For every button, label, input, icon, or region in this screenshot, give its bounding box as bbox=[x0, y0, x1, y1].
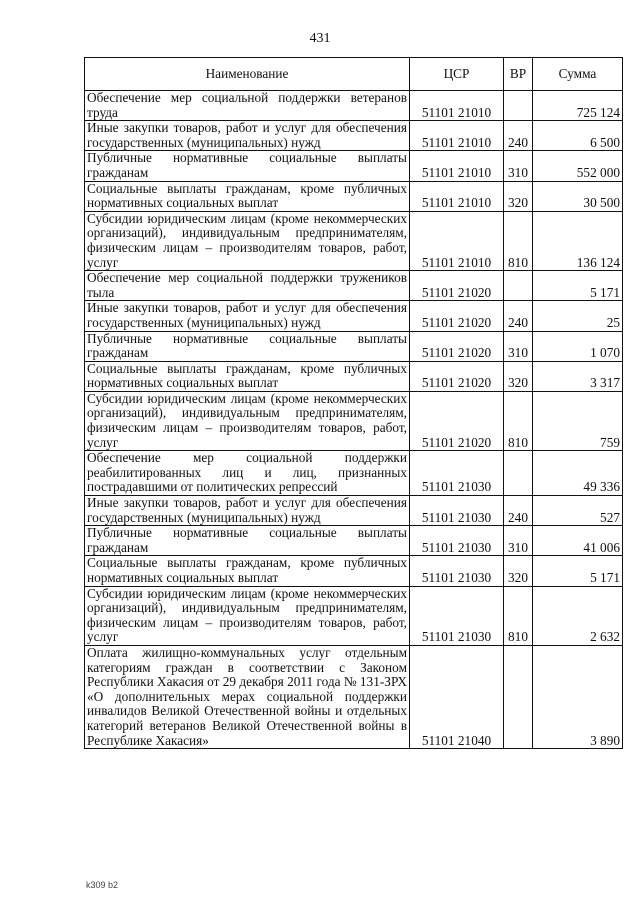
row-vr-cell: 810 bbox=[504, 586, 533, 645]
row-name-cell: Социальные выплаты гражданам, кроме публичных нормативных социальных выплат bbox=[85, 361, 410, 391]
row-csr-cell: 51101 21010 bbox=[410, 91, 504, 121]
row-csr-cell: 51101 21020 bbox=[410, 331, 504, 361]
table-row bbox=[85, 496, 623, 526]
row-name-cell: Публичные нормативные социальные выплаты гражданам bbox=[85, 331, 410, 361]
row-name-cell: Оплата жилищно-коммунальных услуг отдельным категориям граждан в соответствии с Законом Республики Хакасия от 29 декабря 2011 года № 131-ЗРХ «О дополнительных мерах социальной поддержки инвалидов Великой Отечественной войны и отдельных категорий ветеранов Великой Отечественной войны в Республике Хакасия» bbox=[85, 645, 410, 748]
row-vr-cell: 810 bbox=[504, 211, 533, 270]
table-row bbox=[85, 331, 623, 361]
row-sum-cell: 6 500 bbox=[533, 121, 623, 151]
row-csr-cell: 51101 21030 bbox=[410, 526, 504, 556]
header-sum: Сумма bbox=[533, 58, 623, 91]
row-sum-cell: 1 070 bbox=[533, 331, 623, 361]
row-sum-cell: 136 124 bbox=[533, 211, 623, 270]
row-csr-cell: 51101 21010 bbox=[410, 181, 504, 211]
header-name: Наименование bbox=[85, 58, 410, 91]
row-sum-cell: 5 171 bbox=[533, 556, 623, 586]
row-vr-cell: 320 bbox=[504, 556, 533, 586]
table-row bbox=[85, 526, 623, 556]
row-name-cell: Публичные нормативные социальные выплаты гражданам bbox=[85, 151, 410, 181]
row-sum-cell: 30 500 bbox=[533, 181, 623, 211]
row-sum-cell: 5 171 bbox=[533, 271, 623, 301]
row-sum-cell: 759 bbox=[533, 391, 623, 450]
row-sum-cell: 41 006 bbox=[533, 526, 623, 556]
table-body bbox=[85, 91, 623, 749]
table-row bbox=[85, 451, 623, 496]
page-number: 431 bbox=[309, 31, 331, 46]
row-name-cell: Обеспечение мер социальной поддержки ветеранов труда bbox=[85, 91, 410, 121]
row-csr-cell: 51101 21030 bbox=[410, 556, 504, 586]
row-vr-cell bbox=[504, 271, 533, 301]
budget-table bbox=[84, 57, 623, 749]
row-csr-cell: 51101 21020 bbox=[410, 361, 504, 391]
table-row bbox=[85, 211, 623, 270]
table-row bbox=[85, 91, 623, 121]
footer-code: k309 b2 bbox=[86, 880, 119, 890]
row-csr-cell: 51101 21010 bbox=[410, 151, 504, 181]
table-row bbox=[85, 121, 623, 151]
row-name-cell: Обеспечение мер социальной поддержки тружеников тыла bbox=[85, 271, 410, 301]
row-vr-cell: 240 bbox=[504, 121, 533, 151]
row-sum-cell: 3 890 bbox=[533, 645, 623, 748]
row-csr-cell: 51101 21010 bbox=[410, 121, 504, 151]
table-row bbox=[85, 271, 623, 301]
row-name-cell: Иные закупки товаров, работ и услуг для обеспечения государственных (муниципальных) нужд bbox=[85, 121, 410, 151]
row-csr-cell: 51101 21030 bbox=[410, 586, 504, 645]
row-sum-cell: 552 000 bbox=[533, 151, 623, 181]
table-row bbox=[85, 645, 623, 748]
row-csr-cell: 51101 21020 bbox=[410, 271, 504, 301]
row-sum-cell: 49 336 bbox=[533, 451, 623, 496]
row-vr-cell bbox=[504, 645, 533, 748]
row-vr-cell bbox=[504, 91, 533, 121]
row-name-cell: Социальные выплаты гражданам, кроме публичных нормативных социальных выплат bbox=[85, 556, 410, 586]
table-row bbox=[85, 151, 623, 181]
row-sum-cell: 25 bbox=[533, 301, 623, 331]
row-name-cell: Публичные нормативные социальные выплаты гражданам bbox=[85, 526, 410, 556]
row-vr-cell: 310 bbox=[504, 331, 533, 361]
row-csr-cell: 51101 21020 bbox=[410, 391, 504, 450]
row-vr-cell: 240 bbox=[504, 301, 533, 331]
row-name-cell: Субсидии юридическим лицам (кроме некоммерческих организаций), индивидуальным предпринимателям, физическим лицам – производителям товаров, работ, услуг bbox=[85, 211, 410, 270]
row-vr-cell: 310 bbox=[504, 526, 533, 556]
row-vr-cell bbox=[504, 451, 533, 496]
row-sum-cell: 527 bbox=[533, 496, 623, 526]
row-csr-cell: 51101 21040 bbox=[410, 645, 504, 748]
table-header-row bbox=[85, 58, 623, 91]
row-name-cell: Субсидии юридическим лицам (кроме некоммерческих организаций), индивидуальным предпринимателям, физическим лицам – производителям товаров, работ, услуг bbox=[85, 586, 410, 645]
table-row bbox=[85, 301, 623, 331]
row-csr-cell: 51101 21020 bbox=[410, 301, 504, 331]
row-vr-cell: 320 bbox=[504, 181, 533, 211]
table-row bbox=[85, 181, 623, 211]
header-vr: ВР bbox=[504, 58, 533, 91]
row-csr-cell: 51101 21030 bbox=[410, 451, 504, 496]
row-vr-cell: 240 bbox=[504, 496, 533, 526]
table-row bbox=[85, 361, 623, 391]
table-row bbox=[85, 391, 623, 450]
row-vr-cell: 310 bbox=[504, 151, 533, 181]
row-name-cell: Обеспечение мер социальной поддержки реабилитированных лиц и лиц, признанных пострадавшими от политических репрессий bbox=[85, 451, 410, 496]
table-row bbox=[85, 586, 623, 645]
row-sum-cell: 2 632 bbox=[533, 586, 623, 645]
row-name-cell: Социальные выплаты гражданам, кроме публичных нормативных социальных выплат bbox=[85, 181, 410, 211]
row-csr-cell: 51101 21030 bbox=[410, 496, 504, 526]
row-name-cell: Иные закупки товаров, работ и услуг для обеспечения государственных (муниципальных) нужд bbox=[85, 301, 410, 331]
row-name-cell: Субсидии юридическим лицам (кроме некоммерческих организаций), индивидуальным предпринимателям, физическим лицам – производителям товаров, работ, услуг bbox=[85, 391, 410, 450]
table-row bbox=[85, 556, 623, 586]
row-name-cell: Иные закупки товаров, работ и услуг для обеспечения государственных (муниципальных) нужд bbox=[85, 496, 410, 526]
row-csr-cell: 51101 21010 bbox=[410, 211, 504, 270]
header-csr: ЦСР bbox=[410, 58, 504, 91]
row-sum-cell: 725 124 bbox=[533, 91, 623, 121]
row-vr-cell: 810 bbox=[504, 391, 533, 450]
row-sum-cell: 3 317 bbox=[533, 361, 623, 391]
row-vr-cell: 320 bbox=[504, 361, 533, 391]
